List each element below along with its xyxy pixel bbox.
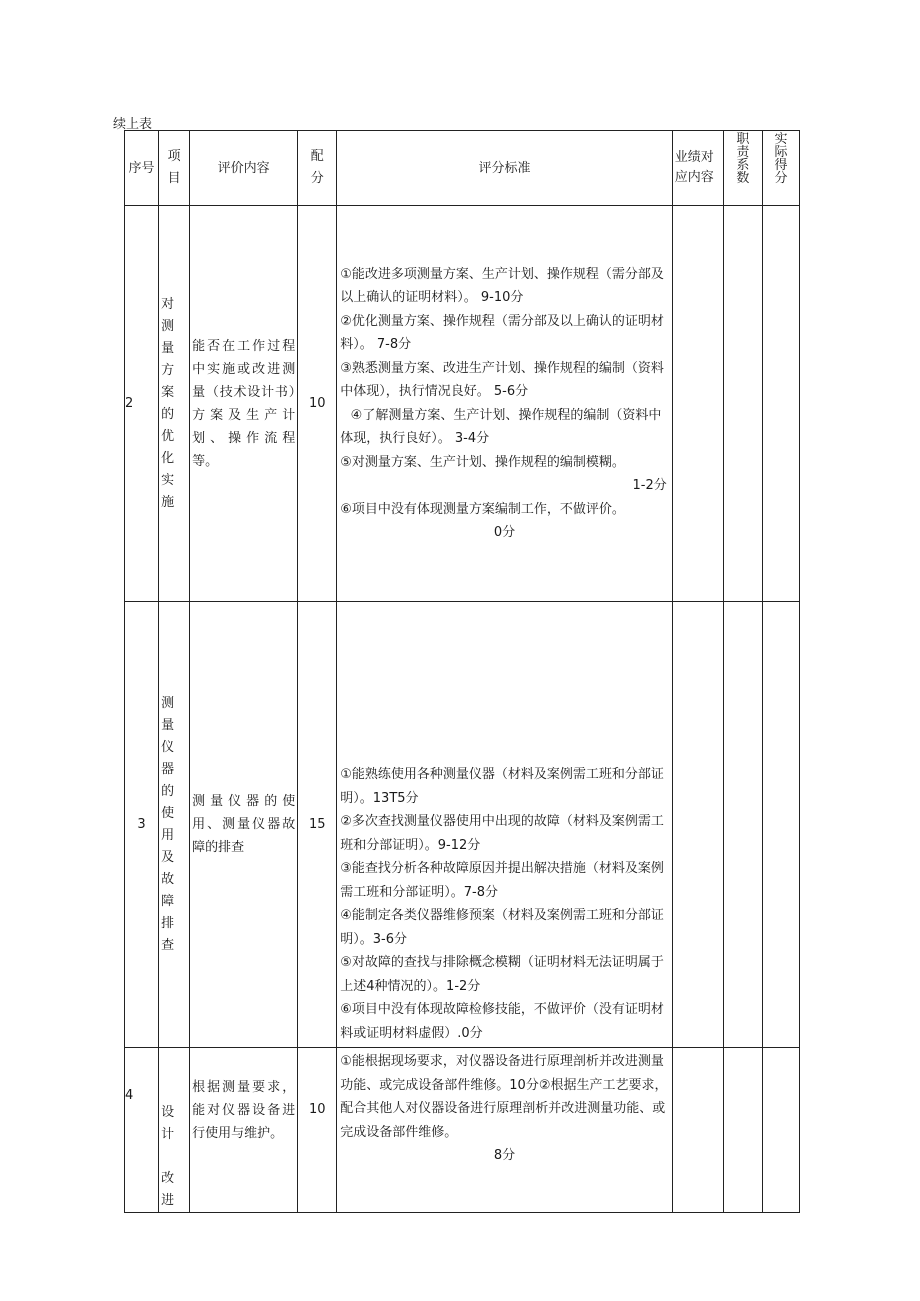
row-performance [672,206,723,602]
row-score: 10 [298,206,337,602]
row-actual [762,206,799,602]
criterion: ①能改进多项测量方案、生产计划、操作规程（需分部及以上确认的证明材料）。 9-10分 [340,266,664,305]
row-duty [723,602,762,1048]
row-content: 测量仪器的使用、测量仪器故障的排查 [190,602,298,1048]
row-criteria [337,1048,672,1213]
criterion: ④能制定各类仪器维修预案（材料及案例需工班和分部证明）。3-6分 [340,908,664,947]
criterion: ④了解测量方案、生产计划、操作规程的编制（资料中体现，执行良好）。 3-4分 [340,407,662,446]
header-performance: 业绩对应内容 [672,131,723,206]
row-performance [672,602,723,1048]
row-performance [672,1048,723,1213]
criterion: ①能根据现场要求，对仪器设备进行原理剖析并改进测量功能、或完成设备部件维修。10分②根据生产工艺要求，配合其他人对仪器设备进行原理剖析并改进测量功能、或完成设备部件维修。 [340,1054,668,1140]
header-standard: 评分标准 [337,131,672,206]
row-content: 根据测量要求，能对仪器设备进行使用与维护。 [190,1048,298,1213]
row-seq: 3 [125,602,159,1048]
header-item: 项目 [159,131,190,206]
criterion: ③熟悉测量方案、改进生产计划、操作规程的编制（资料中体现），执行情况良好。 5-6分 [340,360,664,399]
criterion: ②优化测量方案、操作规程（需分部及以上确认的证明材料）。 7-8分 [340,313,664,352]
row-criteria [337,602,672,1048]
row-actual [762,1048,799,1213]
criterion: ⑥项目中没有体现故障检修技能，不做评价（没有证明材料或证明材料虚假）.0分 [340,1002,664,1041]
row-seq: 2 [125,206,159,602]
criterion: ⑥项目中没有体现测量方案编制工作，不做评价。 [340,501,625,517]
row-criteria [337,206,672,602]
row-item: 设计 改进 [159,1048,190,1213]
row-item: 对测量方案的优化实施 [159,206,190,602]
criterion: ⑤对故障的查找与排除概念模糊（证明材料无法证明属于上述4种情况的）。1-2分 [340,955,664,994]
table-row [125,1048,800,1213]
row-score: 10 [298,1048,337,1213]
criterion: ②多次查找测量仪器使用中出现的故障（材料及案例需工班和分部证明）。9-12分 [340,814,664,853]
row-actual [762,602,799,1048]
row-item: 测量仪器的使用及故障排查 [159,602,190,1048]
table-row [125,206,800,602]
criterion-score: 0分 [493,525,516,540]
header-score: 配分 [298,131,337,206]
criterion: ⑤对测量方案、生产计划、操作规程的编制模糊。 [340,454,625,470]
header-actual: 实际得分 [762,131,799,206]
row-duty [723,1048,762,1213]
row-duty [723,206,762,602]
criterion-score: 1-2分 [632,478,667,493]
row-score: 15 [298,602,337,1048]
header-seq: 序号 [125,131,159,206]
row-content: 能否在工作过程中实施或改进测量（技术设计书）方案及生产计划、操作流程等。 [190,206,298,602]
header-row [125,131,800,206]
header-duty: 职责系数 [723,131,762,206]
evaluation-table [124,130,800,1213]
header-content: 评价内容 [190,131,298,206]
row-seq: 4 [125,1048,159,1213]
criterion: ③能查找分析各种故障原因并提出解决措施（材料及案例需工班和分部证明）。7-8分 [340,861,664,900]
table-caption: 续上表 [113,117,153,132]
table-row [125,602,800,1048]
criterion: ①能熟练使用各种测量仪器（材料及案例需工班和分部证明）。13T5分 [340,767,664,806]
criterion-score: 8分 [493,1148,516,1163]
